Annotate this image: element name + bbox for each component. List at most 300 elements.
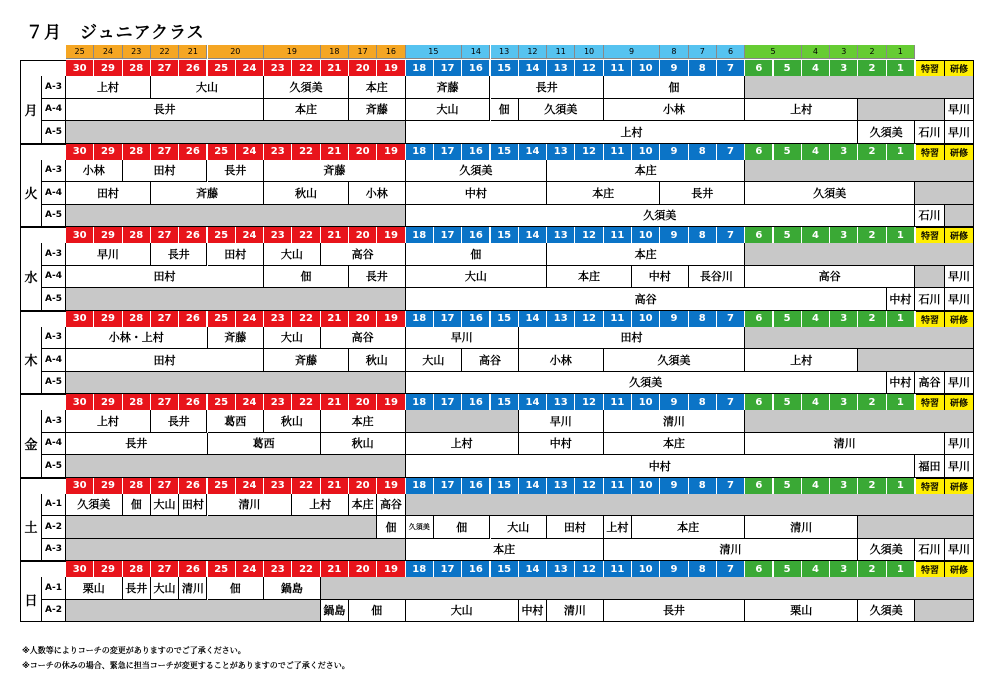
empty-slot xyxy=(915,266,945,289)
coach-slot: 石川 xyxy=(915,539,945,562)
coach-slot: 本庄 xyxy=(406,539,604,562)
row-label: A-4 xyxy=(42,433,66,456)
coach-slot: 斉藤 xyxy=(349,99,406,122)
row-label: A-5 xyxy=(42,288,66,311)
coach-slot: 高谷 xyxy=(321,243,406,266)
kenshu-cell: 研修 xyxy=(945,394,974,410)
coach-slot: 久須美 xyxy=(406,516,434,539)
number-cell: 1 xyxy=(887,227,915,243)
empty-slot xyxy=(915,182,974,205)
number-cell: 15 xyxy=(491,394,519,410)
number-cell: 21 xyxy=(321,311,349,327)
number-row-spacer xyxy=(20,60,66,76)
coach-slot: 清川 xyxy=(547,600,604,623)
coach-slot: 斉藤 xyxy=(208,327,265,350)
number-cell: 9 xyxy=(660,60,688,76)
number-cell: 23 xyxy=(264,60,292,76)
coach-slot: 斉藤 xyxy=(406,76,491,99)
coach-slot: 鍋島 xyxy=(264,577,321,600)
coach-slot: 小林・上村 xyxy=(66,327,208,350)
number-cell: 30 xyxy=(66,227,94,243)
number-cell: 10 xyxy=(632,60,660,76)
coach-slot: 上村 xyxy=(745,99,858,122)
number-cell: 13 xyxy=(547,394,575,410)
number-cell: 27 xyxy=(151,478,179,494)
coach-slot: 清川 xyxy=(208,494,293,517)
coach-slot: 久須美 xyxy=(858,121,915,144)
number-cell: 10 xyxy=(632,227,660,243)
coach-slot: 上村 xyxy=(66,76,151,99)
number-cell: 11 xyxy=(604,561,632,577)
number-cell: 6 xyxy=(745,144,773,160)
coach-slot: 久須美 xyxy=(406,205,915,228)
number-cell: 28 xyxy=(123,561,151,577)
coach-slot: 上村 xyxy=(745,349,858,372)
number-cell: 20 xyxy=(349,311,377,327)
top-header-cell: 8 xyxy=(660,45,688,59)
top-header-cell: 3 xyxy=(830,45,858,59)
tokutei-cell: 特習 xyxy=(916,144,945,160)
row-label: A-4 xyxy=(42,99,66,122)
number-cell: 12 xyxy=(575,478,603,494)
number-cell: 5 xyxy=(774,561,802,577)
coach-slot: 本庄 xyxy=(547,160,745,183)
coach-slot: 清川 xyxy=(745,433,945,456)
coach-slot: 上村 xyxy=(66,410,151,433)
row-label: A-4 xyxy=(42,182,66,205)
number-cell: 14 xyxy=(519,561,547,577)
number-cell: 18 xyxy=(406,394,434,410)
number-cell: 16 xyxy=(462,311,490,327)
empty-slot xyxy=(406,494,974,517)
coach-slot: 栗山 xyxy=(745,600,858,623)
number-cell: 16 xyxy=(462,394,490,410)
number-cell: 25 xyxy=(208,227,236,243)
number-cell: 25 xyxy=(208,394,236,410)
number-cell: 17 xyxy=(434,478,462,494)
number-cell: 3 xyxy=(830,60,858,76)
number-cell: 13 xyxy=(547,311,575,327)
coach-slot: 田村 xyxy=(519,327,745,350)
coach-slot: 石川 xyxy=(915,288,945,311)
number-cell: 22 xyxy=(292,394,320,410)
number-cell: 2 xyxy=(858,311,886,327)
number-cell: 6 xyxy=(745,60,773,76)
number-cell: 14 xyxy=(519,60,547,76)
coach-slot: 早川 xyxy=(945,121,974,144)
number-cell: 22 xyxy=(292,478,320,494)
number-cell: 3 xyxy=(830,478,858,494)
coach-slot: 早川 xyxy=(519,410,604,433)
number-cell: 29 xyxy=(94,394,122,410)
coach-slot: 大山 xyxy=(406,349,463,372)
number-cell: 21 xyxy=(321,561,349,577)
coach-slot: 田村 xyxy=(66,349,264,372)
number-cell: 21 xyxy=(321,478,349,494)
number-cell: 25 xyxy=(208,144,236,160)
number-cell: 4 xyxy=(802,561,830,577)
number-cell: 25 xyxy=(208,311,236,327)
top-header-cell: 14 xyxy=(462,45,490,59)
coach-slot: 田村 xyxy=(208,243,265,266)
coach-slot: 葛西 xyxy=(208,433,321,456)
number-cell: 20 xyxy=(349,227,377,243)
number-cell: 9 xyxy=(660,478,688,494)
number-cell: 28 xyxy=(123,144,151,160)
number-cell: 26 xyxy=(179,311,207,327)
number-cell: 23 xyxy=(264,394,292,410)
empty-slot xyxy=(66,516,377,539)
number-cell: 13 xyxy=(547,144,575,160)
empty-slot xyxy=(66,121,406,144)
coach-slot: 鍋島 xyxy=(321,600,349,623)
day-label: 日 xyxy=(20,577,42,622)
number-cell: 27 xyxy=(151,144,179,160)
coach-slot: 中村 xyxy=(406,455,915,478)
number-cell: 17 xyxy=(434,561,462,577)
number-cell: 16 xyxy=(462,478,490,494)
coach-slot: 栗山 xyxy=(66,577,123,600)
number-cell: 29 xyxy=(94,144,122,160)
number-cell: 12 xyxy=(575,311,603,327)
top-header-cell: 22 xyxy=(151,45,179,59)
row-label: A-3 xyxy=(42,410,66,433)
number-cell: 18 xyxy=(406,60,434,76)
number-cell: 26 xyxy=(179,144,207,160)
number-cell: 27 xyxy=(151,311,179,327)
number-cell: 4 xyxy=(802,60,830,76)
number-cell: 29 xyxy=(94,311,122,327)
number-cell: 21 xyxy=(321,60,349,76)
number-cell: 16 xyxy=(462,60,490,76)
number-cell: 2 xyxy=(858,561,886,577)
number-cell: 16 xyxy=(462,227,490,243)
number-cell: 24 xyxy=(236,144,264,160)
tokutei-cell: 特習 xyxy=(916,394,945,410)
top-header-cell: 2 xyxy=(858,45,886,59)
coach-slot: 清川 xyxy=(179,577,207,600)
number-cell: 18 xyxy=(406,227,434,243)
number-cell: 2 xyxy=(858,144,886,160)
number-cell: 8 xyxy=(689,311,717,327)
coach-slot: 大山 xyxy=(406,99,491,122)
number-cell: 4 xyxy=(802,478,830,494)
coach-slot: 長井 xyxy=(66,99,264,122)
coach-slot: 早川 xyxy=(406,327,519,350)
coach-slot: 斉藤 xyxy=(151,182,264,205)
coach-slot: 久須美 xyxy=(66,494,123,517)
number-cell: 17 xyxy=(434,311,462,327)
number-cell: 15 xyxy=(491,478,519,494)
coach-slot: 斉藤 xyxy=(264,160,406,183)
empty-slot xyxy=(406,410,519,433)
number-cell: 4 xyxy=(802,311,830,327)
number-cell: 22 xyxy=(292,144,320,160)
number-cell: 24 xyxy=(236,561,264,577)
number-cell: 9 xyxy=(660,394,688,410)
coach-slot: 佃 xyxy=(208,577,265,600)
coach-slot: 秋山 xyxy=(264,182,349,205)
number-cell: 9 xyxy=(660,311,688,327)
number-cell: 30 xyxy=(66,561,94,577)
number-cell: 30 xyxy=(66,60,94,76)
row-label: A-5 xyxy=(42,205,66,228)
coach-slot: 久須美 xyxy=(264,76,349,99)
number-cell: 27 xyxy=(151,227,179,243)
number-cell: 18 xyxy=(406,478,434,494)
number-cell: 10 xyxy=(632,311,660,327)
number-cell: 8 xyxy=(689,394,717,410)
number-cell: 24 xyxy=(236,478,264,494)
empty-slot xyxy=(66,288,406,311)
coach-slot: 早川 xyxy=(945,539,974,562)
top-header-cell: 25 xyxy=(66,45,94,59)
number-cell: 16 xyxy=(462,561,490,577)
number-cell: 29 xyxy=(94,227,122,243)
number-cell: 1 xyxy=(887,60,915,76)
coach-slot: 高谷 xyxy=(406,288,887,311)
number-cell: 29 xyxy=(94,60,122,76)
coach-slot: 本庄 xyxy=(547,266,632,289)
number-cell: 6 xyxy=(745,227,773,243)
coach-slot: 大山 xyxy=(151,76,264,99)
number-cell: 11 xyxy=(604,478,632,494)
coach-slot: 清川 xyxy=(745,516,858,539)
top-header-cell: 1 xyxy=(887,45,915,59)
number-cell: 19 xyxy=(377,311,405,327)
row-label: A-4 xyxy=(42,349,66,372)
empty-slot xyxy=(915,600,974,623)
tokutei-cell: 特習 xyxy=(916,227,945,243)
top-header-cell: 9 xyxy=(604,45,661,59)
number-cell: 2 xyxy=(858,394,886,410)
number-cell: 23 xyxy=(264,144,292,160)
number-cell: 8 xyxy=(689,227,717,243)
coach-slot: 久須美 xyxy=(858,600,915,623)
top-header-cell: 11 xyxy=(547,45,575,59)
coach-slot: 中村 xyxy=(406,182,548,205)
coach-slot: 本庄 xyxy=(604,433,746,456)
top-header-cell: 24 xyxy=(94,45,122,59)
row-label: A-5 xyxy=(42,121,66,144)
coach-slot: 田村 xyxy=(547,516,604,539)
number-cell: 13 xyxy=(547,478,575,494)
row-label: A-1 xyxy=(42,494,66,517)
coach-slot: 上村 xyxy=(406,121,859,144)
kenshu-cell: 研修 xyxy=(945,60,974,76)
empty-slot xyxy=(745,160,974,183)
coach-slot: 小林 xyxy=(349,182,406,205)
coach-slot: 本庄 xyxy=(321,410,406,433)
number-cell: 25 xyxy=(208,60,236,76)
number-cell: 19 xyxy=(377,144,405,160)
day-label: 水 xyxy=(20,243,42,311)
row-label: A-3 xyxy=(42,243,66,266)
number-cell: 1 xyxy=(887,561,915,577)
number-cell: 11 xyxy=(604,144,632,160)
number-cell: 2 xyxy=(858,478,886,494)
number-cell: 7 xyxy=(717,561,745,577)
number-cell: 30 xyxy=(66,144,94,160)
number-cell: 5 xyxy=(774,60,802,76)
coach-slot: 斉藤 xyxy=(264,349,349,372)
number-cell: 29 xyxy=(94,561,122,577)
coach-slot: 田村 xyxy=(179,494,207,517)
coach-slot: 小林 xyxy=(519,349,604,372)
number-cell: 22 xyxy=(292,311,320,327)
number-row-spacer xyxy=(20,227,66,243)
day-label: 月 xyxy=(20,76,42,144)
number-cell: 26 xyxy=(179,60,207,76)
coach-slot: 早川 xyxy=(945,288,974,311)
coach-slot: 長井 xyxy=(491,76,604,99)
number-cell: 12 xyxy=(575,227,603,243)
number-cell: 5 xyxy=(774,227,802,243)
number-cell: 20 xyxy=(349,144,377,160)
top-header-cell: 4 xyxy=(802,45,830,59)
number-cell: 20 xyxy=(349,561,377,577)
number-cell: 3 xyxy=(830,144,858,160)
coach-slot: 早川 xyxy=(66,243,151,266)
coach-slot: 上村 xyxy=(292,494,349,517)
coach-slot: 本庄 xyxy=(547,243,745,266)
coach-slot: 久須美 xyxy=(745,182,915,205)
coach-slot: 本庄 xyxy=(547,182,660,205)
number-cell: 1 xyxy=(887,394,915,410)
kenshu-cell: 研修 xyxy=(945,311,974,327)
coach-slot: 田村 xyxy=(66,182,151,205)
coach-slot: 葛西 xyxy=(208,410,265,433)
day-label: 木 xyxy=(20,327,42,395)
number-cell: 10 xyxy=(632,561,660,577)
number-cell: 21 xyxy=(321,394,349,410)
number-cell: 7 xyxy=(717,227,745,243)
coach-slot: 小林 xyxy=(66,160,123,183)
coach-slot: 高谷 xyxy=(321,327,406,350)
row-label: A-3 xyxy=(42,160,66,183)
coach-slot: 上村 xyxy=(406,433,519,456)
coach-slot: 大山 xyxy=(264,327,321,350)
note-2: ※コーチの休みの場合、緊急に担当コーチが変更することがありますのでご了承ください。 xyxy=(22,661,350,670)
row-label: A-5 xyxy=(42,372,66,395)
coach-slot: 長井 xyxy=(660,182,745,205)
row-label: A-2 xyxy=(42,600,66,623)
day-label: 金 xyxy=(20,410,42,478)
number-cell: 23 xyxy=(264,561,292,577)
coach-slot: 佃 xyxy=(434,516,491,539)
top-header-cell: 19 xyxy=(264,45,321,59)
number-cell: 10 xyxy=(632,394,660,410)
number-cell: 14 xyxy=(519,227,547,243)
top-header-cell: 15 xyxy=(406,45,463,59)
number-cell: 7 xyxy=(717,478,745,494)
coach-slot: 大山 xyxy=(406,600,519,623)
number-row-spacer xyxy=(20,478,66,494)
coach-slot: 長井 xyxy=(349,266,406,289)
number-cell: 1 xyxy=(887,144,915,160)
number-cell: 26 xyxy=(179,394,207,410)
coach-slot: 本庄 xyxy=(349,76,406,99)
number-row-spacer xyxy=(20,394,66,410)
number-cell: 11 xyxy=(604,311,632,327)
empty-slot xyxy=(66,600,321,623)
coach-slot: 田村 xyxy=(66,266,264,289)
number-cell: 3 xyxy=(830,394,858,410)
coach-slot: 中村 xyxy=(519,433,604,456)
number-cell: 7 xyxy=(717,144,745,160)
coach-slot: 久須美 xyxy=(406,372,887,395)
coach-slot: 久須美 xyxy=(858,539,915,562)
number-cell: 9 xyxy=(660,227,688,243)
coach-slot: 早川 xyxy=(945,372,974,395)
number-cell: 9 xyxy=(660,144,688,160)
number-cell: 15 xyxy=(491,60,519,76)
number-cell: 6 xyxy=(745,478,773,494)
number-cell: 14 xyxy=(519,144,547,160)
tokutei-cell: 特習 xyxy=(916,311,945,327)
coach-slot: 佃 xyxy=(264,266,349,289)
kenshu-cell: 研修 xyxy=(945,478,974,494)
number-cell: 23 xyxy=(264,478,292,494)
coach-slot: 高谷 xyxy=(745,266,915,289)
number-cell: 20 xyxy=(349,60,377,76)
row-label: A-5 xyxy=(42,455,66,478)
coach-slot: 佃 xyxy=(604,76,746,99)
tokutei-cell: 特習 xyxy=(916,561,945,577)
number-cell: 28 xyxy=(123,227,151,243)
coach-slot: 佃 xyxy=(491,99,519,122)
coach-slot: 佃 xyxy=(377,516,405,539)
number-cell: 1 xyxy=(887,311,915,327)
coach-slot: 長井 xyxy=(66,433,208,456)
number-cell: 22 xyxy=(292,227,320,243)
kenshu-cell: 研修 xyxy=(945,227,974,243)
row-label: A-3 xyxy=(42,539,66,562)
number-cell: 8 xyxy=(689,144,717,160)
row-label: A-2 xyxy=(42,516,66,539)
coach-slot: 清川 xyxy=(604,539,859,562)
row-label: A-1 xyxy=(42,577,66,600)
number-cell: 18 xyxy=(406,144,434,160)
number-cell: 5 xyxy=(774,394,802,410)
number-cell: 9 xyxy=(660,561,688,577)
number-cell: 14 xyxy=(519,478,547,494)
coach-slot: 久須美 xyxy=(519,99,604,122)
coach-slot: 石川 xyxy=(915,205,945,228)
number-cell: 13 xyxy=(547,227,575,243)
empty-slot xyxy=(66,205,406,228)
coach-slot: 中村 xyxy=(519,600,547,623)
number-row-spacer xyxy=(20,561,66,577)
coach-slot: 大山 xyxy=(491,516,548,539)
number-cell: 28 xyxy=(123,311,151,327)
number-cell: 3 xyxy=(830,561,858,577)
top-header-cell: 6 xyxy=(717,45,745,59)
number-cell: 27 xyxy=(151,60,179,76)
coach-slot: 本庄 xyxy=(349,494,377,517)
number-cell: 15 xyxy=(491,561,519,577)
number-cell: 13 xyxy=(547,60,575,76)
coach-slot: 大山 xyxy=(151,494,179,517)
top-header-cell: 13 xyxy=(491,45,519,59)
row-label: A-3 xyxy=(42,327,66,350)
number-row-spacer xyxy=(20,144,66,160)
coach-slot: 長井 xyxy=(123,577,151,600)
coach-slot: 長谷川 xyxy=(689,266,746,289)
number-cell: 28 xyxy=(123,60,151,76)
number-cell: 21 xyxy=(321,144,349,160)
coach-slot: 清川 xyxy=(604,410,746,433)
